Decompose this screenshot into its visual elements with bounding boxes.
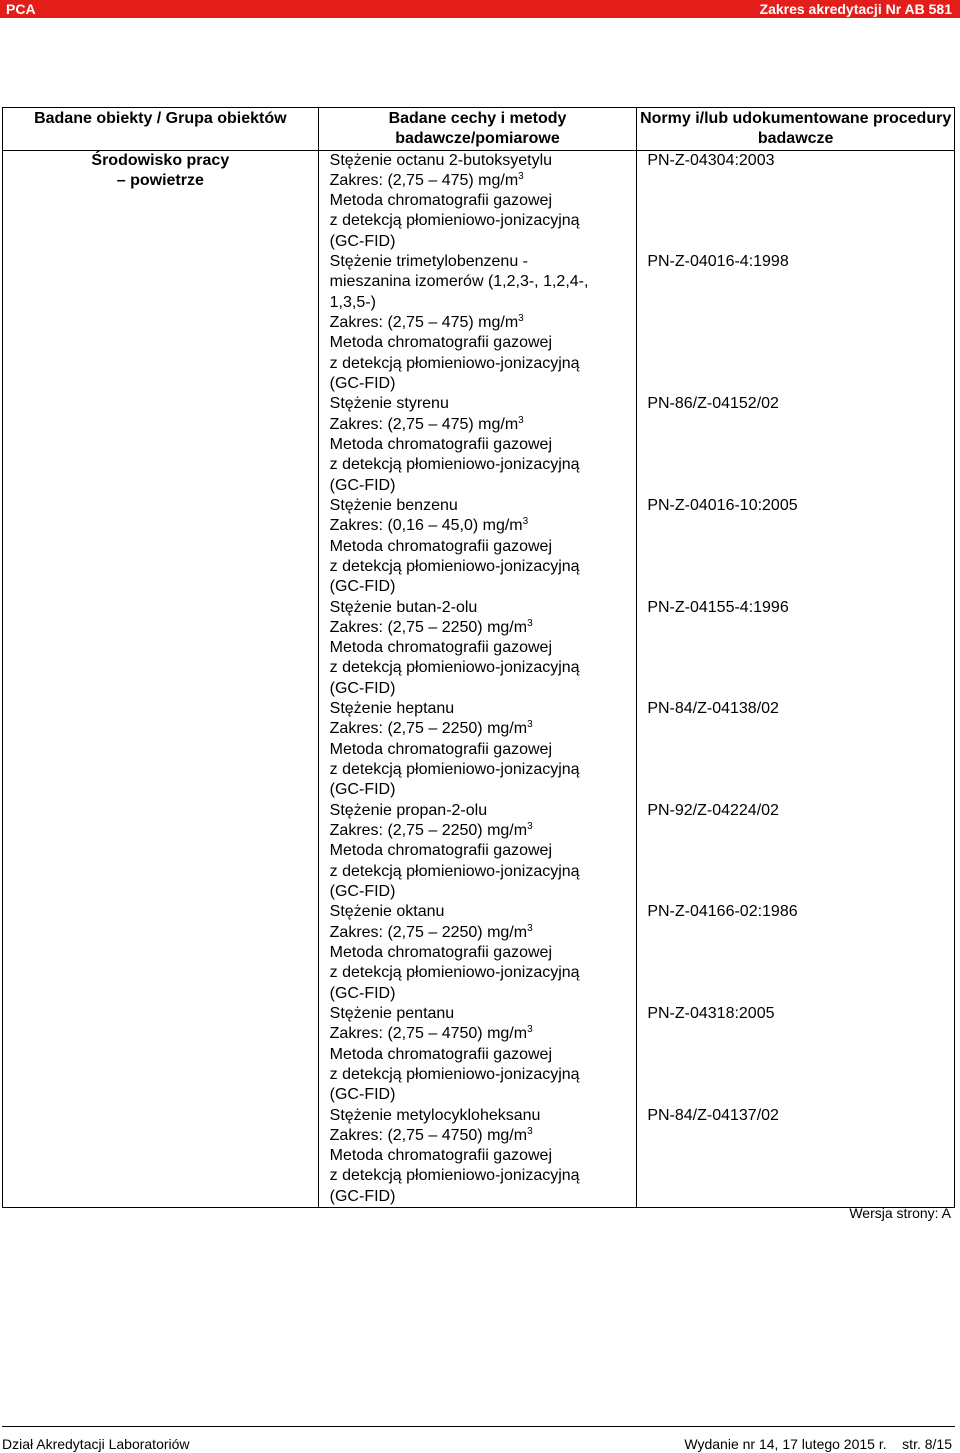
table-header-row (3, 108, 955, 151)
method-line (330, 171, 637, 191)
norm-entry: PN-Z-04016-4:1998 (647, 253, 789, 271)
unit-superscript: 3 (518, 414, 524, 426)
method-line: z detekcją płomieniowo-jonizacyjną (329, 456, 580, 474)
method-line: Metoda chromatografii gazowej (329, 639, 552, 657)
method-line: (GC-FID) (329, 882, 396, 900)
method-line (330, 1126, 637, 1146)
method-entry (330, 801, 637, 903)
table-row (3, 150, 955, 1208)
method-line: Stężenie heptanu (329, 700, 455, 718)
method-line: Metoda chromatografii gazowej (329, 435, 552, 453)
method-line: z detekcją płomieniowo-jonizacyjną (329, 862, 580, 880)
method-line: (GC-FID) (329, 374, 396, 392)
method-line: Stężenie oktanu (329, 903, 445, 921)
method-line: Stężenie trimetylobenzenu - (329, 253, 528, 271)
footer (2, 1426, 955, 1452)
range-text: Zakres: (2,75 – 475) mg/m (329, 314, 519, 332)
object-cell (3, 150, 319, 1208)
norm-entry: PN-84/Z-04137/02 (647, 1106, 779, 1124)
method-entry (330, 1106, 637, 1208)
method-entry (330, 699, 637, 801)
range-text: Zakres: (2,75 – 475) mg/m (329, 415, 519, 433)
norm-entry: PN-86/Z-04152/02 (647, 395, 779, 413)
method-line: (GC-FID) (329, 781, 396, 799)
method-line: z detekcją płomieniowo-jonizacyjną (329, 761, 580, 779)
method-line: Metoda chromatografii gazowej (329, 943, 552, 961)
method-line (330, 923, 637, 943)
method-line: z detekcją płomieniowo-jonizacyjną (329, 659, 580, 677)
method-line: Metoda chromatografii gazowej (329, 1147, 552, 1165)
method-line (330, 313, 637, 333)
unit-superscript: 3 (527, 719, 533, 731)
method-line: (GC-FID) (329, 476, 396, 494)
method-line: (GC-FID) (329, 232, 396, 250)
method-entry (330, 394, 637, 496)
method-line: z detekcją płomieniowo-jonizacyjną (329, 1167, 580, 1185)
method-entry (330, 151, 637, 253)
norm-entry: PN-Z-04166-02:1986 (647, 903, 798, 921)
method-line: Metoda chromatografii gazowej (329, 842, 552, 860)
footer-left: Dział Akredytacji Laboratoriów (2, 1436, 190, 1452)
unit-superscript: 3 (527, 1024, 533, 1036)
footer-right: Wydanie nr 14, 17 lutego 2015 r. str. 8/15 (684, 1436, 952, 1452)
method-line (330, 1024, 637, 1044)
range-text: Zakres: (2,75 – 4750) mg/m (329, 1126, 528, 1144)
norm-entry: PN-Z-04304:2003 (647, 151, 775, 169)
method-line: Stężenie metylocykloheksanu (329, 1106, 541, 1124)
page-version: Wersja strony: A (849, 1205, 951, 1221)
col-header-objects: Badane obiekty / Grupa obiektów (3, 108, 319, 151)
methods-cell (318, 150, 637, 1208)
unit-superscript: 3 (518, 170, 524, 182)
method-line: Stężenie octanu 2-butoksyetylu (329, 151, 553, 169)
method-line: (GC-FID) (329, 1086, 396, 1104)
range-text: Zakres: (2,75 – 4750) mg/m (329, 1025, 528, 1043)
method-line: Metoda chromatografii gazowej (329, 1045, 552, 1063)
unit-superscript: 3 (522, 516, 529, 528)
scope-table (2, 107, 955, 1208)
method-line: Metoda chromatografii gazowej (329, 334, 552, 352)
norms-cell (637, 150, 955, 1208)
method-line (330, 719, 637, 739)
method-line: 1,3,5-) (329, 293, 376, 311)
unit-superscript: 3 (527, 922, 533, 934)
range-text: Zakres: (2,75 – 475) mg/m (329, 171, 519, 189)
header-bar (0, 0, 960, 18)
method-line: Stężenie styrenu (329, 395, 449, 413)
method-line: z detekcją płomieniowo-jonizacyjną (329, 964, 580, 982)
method-entry (330, 496, 637, 598)
norm-entry: PN-Z-04155-4:1996 (647, 598, 789, 616)
range-text: Zakres: (2,75 – 2250) mg/m (329, 720, 528, 738)
header-right: Zakres akredytacji Nr AB 581 (759, 1, 952, 17)
method-line: Stężenie benzenu (329, 496, 458, 514)
norm-entry: PN-84/Z-04138/02 (647, 700, 779, 718)
object-line: – powietrze (116, 171, 204, 189)
method-line: Metoda chromatografii gazowej (329, 192, 552, 210)
method-line: Stężenie propan-2-olu (329, 801, 488, 819)
method-line: Metoda chromatografii gazowej (329, 537, 552, 555)
header-left: PCA (6, 1, 36, 17)
method-line: mieszanina izomerów (1,2,3-, 1,2,4-, (329, 273, 589, 291)
method-entry (330, 1004, 637, 1106)
method-line: z detekcją płomieniowo-jonizacyjną (329, 354, 580, 372)
method-line: z detekcją płomieniowo-jonizacyjną (329, 1065, 580, 1083)
method-line: (GC-FID) (329, 1187, 396, 1205)
col-header-methods: Badane cechy i metody badawcze/pomiarowe (318, 108, 637, 151)
method-entry (330, 598, 637, 700)
method-line (330, 821, 637, 841)
method-line: (GC-FID) (329, 984, 396, 1002)
unit-superscript: 3 (527, 1125, 533, 1137)
col-header-norms: Normy i/lub udokumentowane procedury badawcze (637, 108, 955, 151)
method-line: z detekcją płomieniowo-jonizacyjną (329, 557, 580, 575)
range-text: Zakres: (2,75 – 2250) mg/m (329, 923, 528, 941)
method-entry (330, 252, 637, 394)
method-line: (GC-FID) (329, 679, 396, 697)
range-text: Zakres: (2,75 – 2250) mg/m (329, 822, 528, 840)
method-line (330, 516, 637, 536)
norm-entry: PN-Z-04318:2005 (647, 1004, 775, 1022)
norm-entry: PN-Z-04016-10:2005 (647, 496, 798, 514)
object-line: Środowisko pracy (91, 151, 230, 169)
norm-entry: PN-92/Z-04224/02 (647, 801, 779, 819)
range-text: Zakres: (0,16 – 45,0) mg/m (329, 517, 523, 535)
method-line (330, 618, 637, 638)
unit-superscript: 3 (518, 313, 524, 325)
method-line: Stężenie pentanu (329, 1004, 455, 1022)
unit-superscript: 3 (527, 821, 533, 833)
method-line: (GC-FID) (329, 578, 396, 596)
method-line: Metoda chromatografii gazowej (329, 740, 552, 758)
unit-superscript: 3 (527, 617, 533, 629)
method-entry (330, 902, 637, 1004)
method-line: z detekcją płomieniowo-jonizacyjną (329, 212, 580, 230)
range-text: Zakres: (2,75 – 2250) mg/m (329, 618, 528, 636)
method-line: Stężenie butan-2-olu (329, 598, 478, 616)
method-line (330, 415, 637, 435)
